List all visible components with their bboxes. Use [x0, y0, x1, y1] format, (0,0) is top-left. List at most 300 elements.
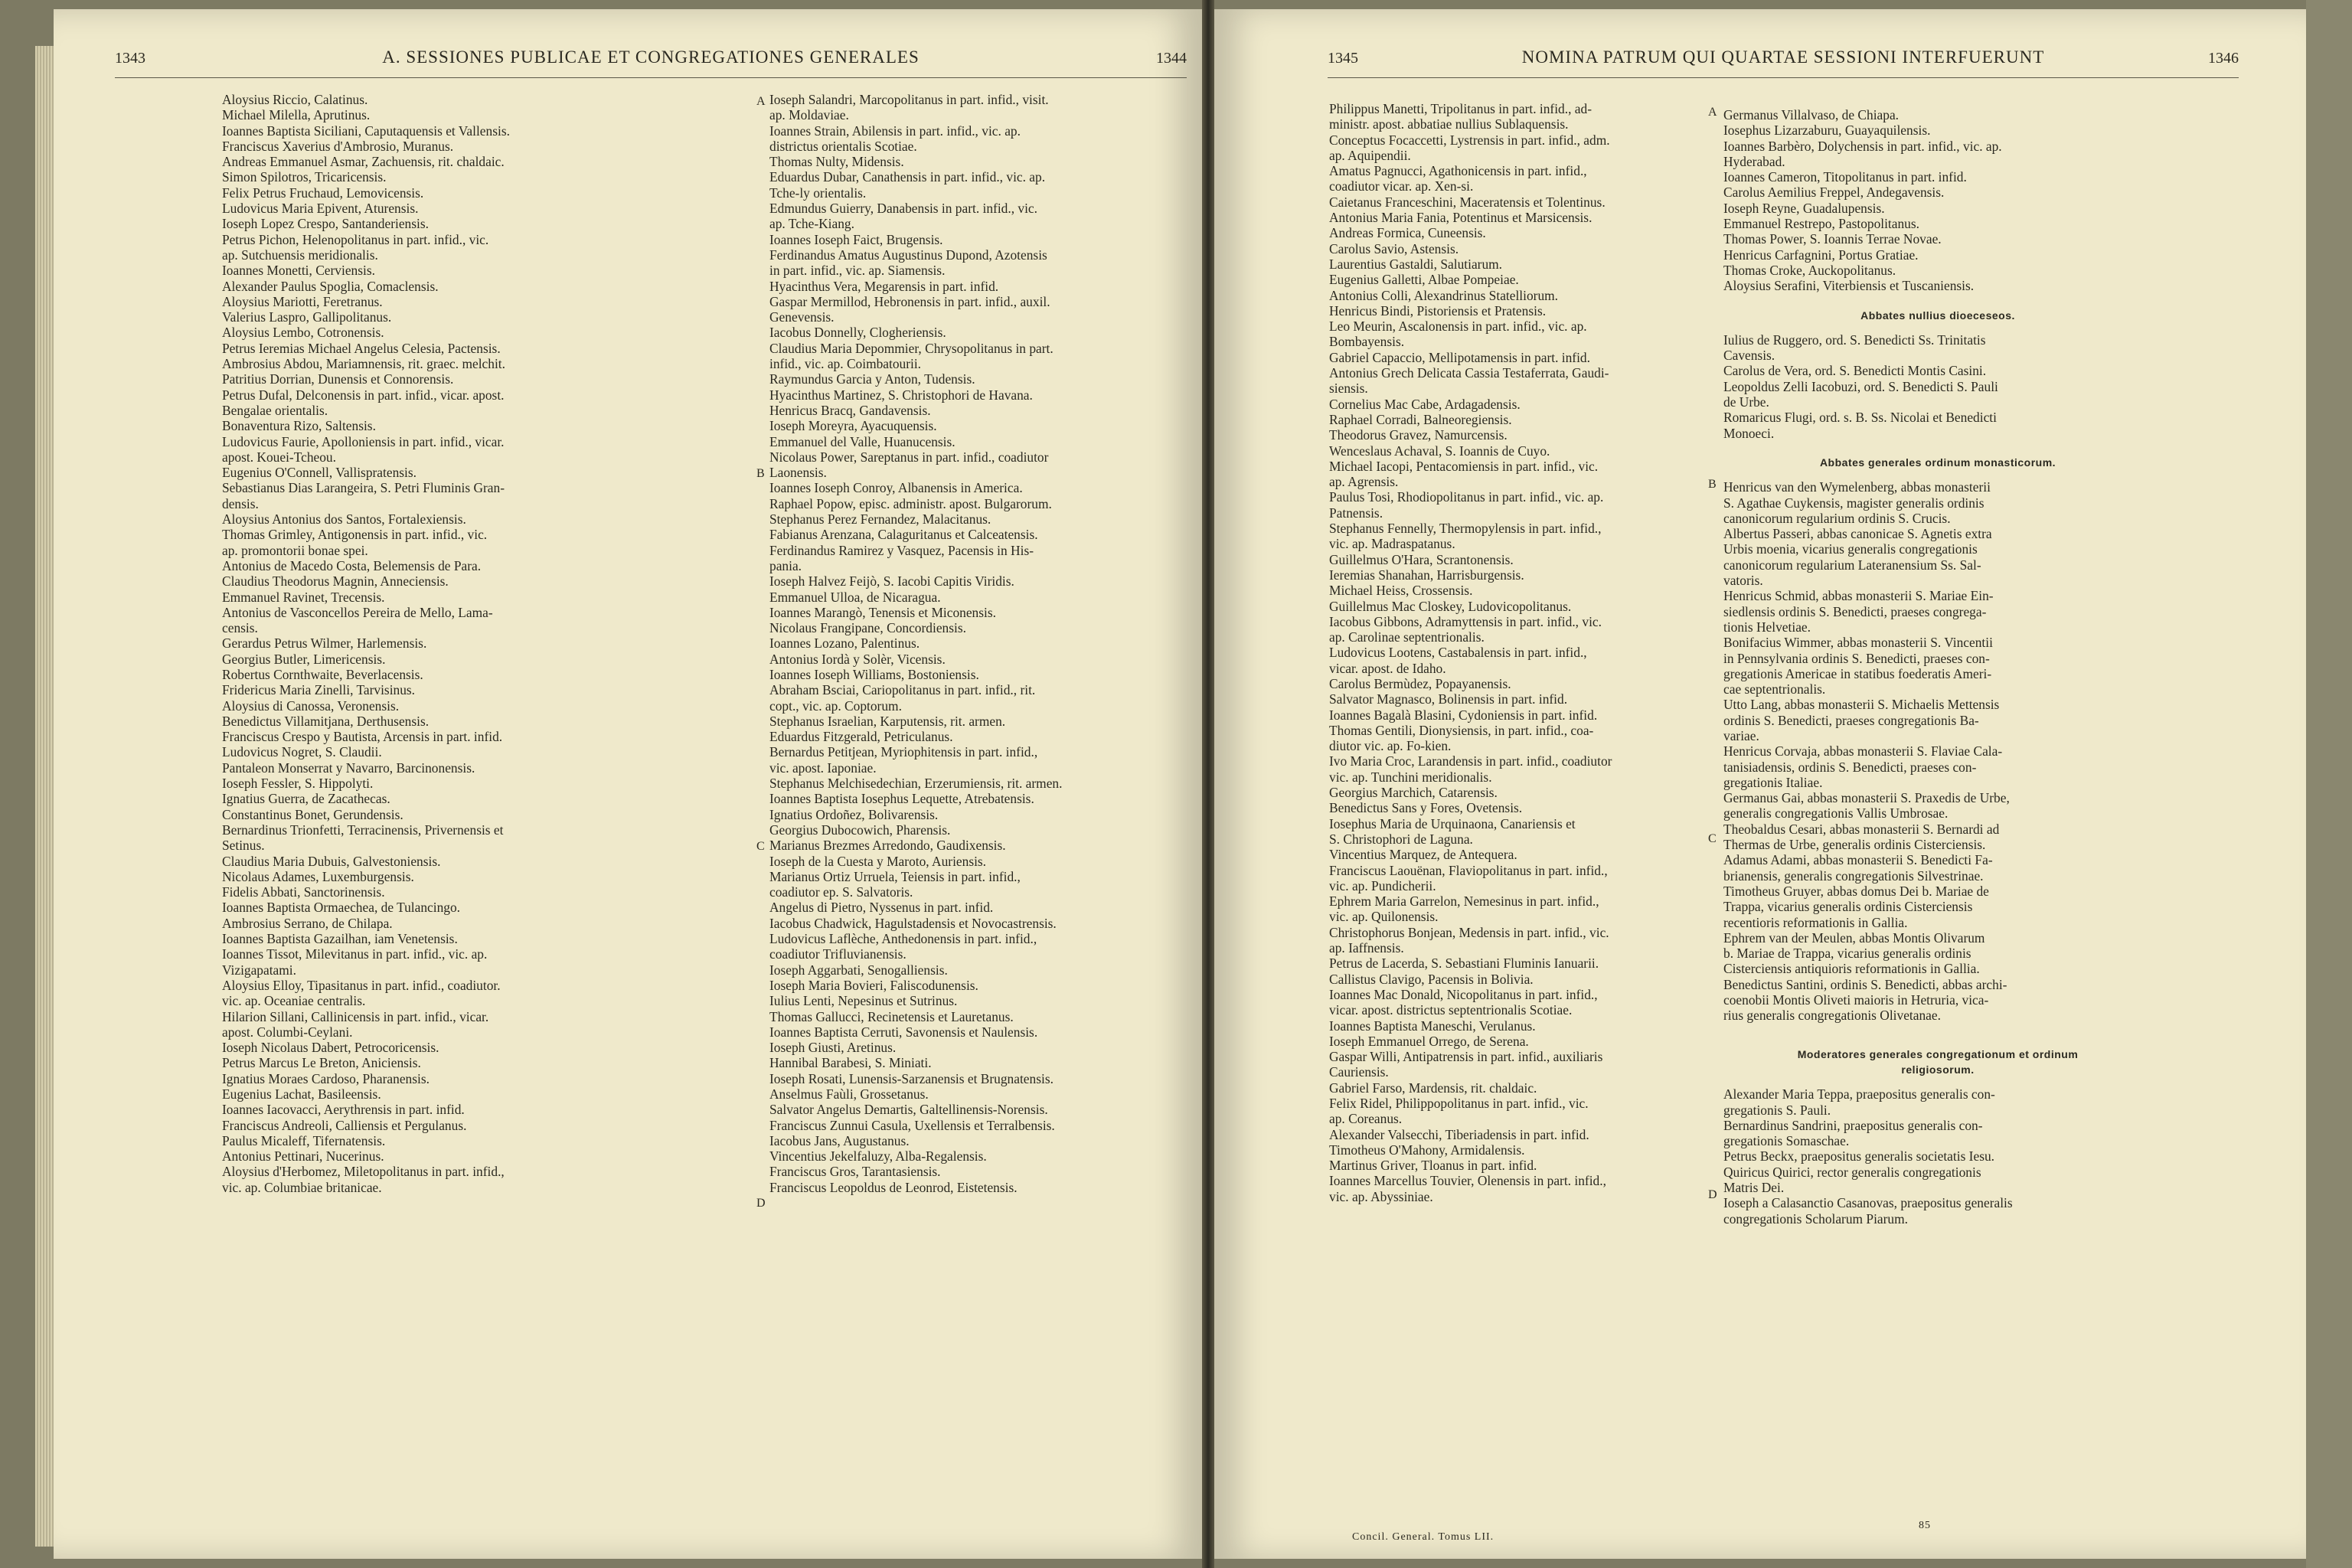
entry-line: Theodorus Gravez, Namurcensis. — [1329, 427, 1508, 443]
entry-line: Utto Lang, abbas monasterii S. Michaelis Mettensis — [1723, 697, 2000, 713]
entry-line: Eduardus Fitzgerald, Petriculanus. — [769, 729, 953, 745]
entry-line: Patnensis. — [1329, 505, 1383, 521]
entry-line: siensis. — [1329, 381, 1368, 397]
entry-line: Petrus de Lacerda, S. Sebastiani Fluminis Ianuarii. — [1329, 956, 1599, 972]
entry-line: vic. ap. Pundicherii. — [1329, 877, 1436, 893]
entry-line: diutor vic. ap. Fo-kien. — [1329, 738, 1452, 754]
entry-line: ap. Aquipendii. — [1329, 147, 1411, 163]
entry-line: Ioannes Tissot, Milevitanus in part. infid., vic. ap. — [222, 946, 488, 962]
entry-line: Iacobus Gibbons, Adramyttensis in part. infid., vic. — [1329, 613, 1602, 629]
entry-line: Bonaventura Rizo, Saltensis. — [222, 418, 376, 434]
entry-line: Thomas Gallucci, Recinetensis et Lauretanus. — [769, 1008, 1014, 1024]
page-number-1343: 1343 — [115, 50, 145, 67]
entry-line: Raphael Popow, episc. administr. apost. Bulgarorum. — [769, 495, 1052, 511]
entry-line: Ioannes Marangò, Tenensis et Miconensis. — [769, 604, 996, 620]
entry-line: Aloysius Riccio, Calatinus. — [222, 92, 368, 107]
entry-line: Robertus Cornthwaite, Beverlacensis. — [222, 666, 423, 682]
entry-line: Claudius Maria Dubuis, Galvestoniensis. — [222, 853, 441, 869]
right-margin-background — [2306, 0, 2352, 1568]
entry-line: ap. Coreanus. — [1329, 1111, 1403, 1127]
entry-line: Valerius Laspro, Gallipolitanus. — [222, 309, 392, 325]
entry-line: Simon Spilotros, Tricaricensis. — [222, 169, 387, 185]
entry-line: Ignatius Moraes Cardoso, Pharanensis. — [222, 1070, 430, 1086]
entry-line: Bernardinus Sandrini, praepositus generalis con- — [1723, 1117, 1983, 1133]
entry-line: Ioannes Marcellus Touvier, Olenensis in part. infid., — [1329, 1173, 1606, 1189]
entry-line: canonicorum regularium ordinis S. Crucis. — [1723, 510, 1951, 526]
entry-line: Abraham Bsciai, Cariopolitanus in part. infid., rit. — [769, 682, 1036, 698]
entry-line: Adamus Adami, abbas monasterii S. Benedicti Fa- — [1723, 852, 1993, 868]
entry-line: Gabriel Farso, Mardensis, rit. chaldaic. — [1329, 1080, 1537, 1096]
entry-line: Ioseph Salandri, Marcopolitanus in part. infid., visit. — [769, 92, 1049, 107]
entry-line: gregationis Somaschae. — [1723, 1133, 1850, 1149]
page-number-1344: 1344 — [1156, 50, 1187, 67]
entry-line: Ioannes Mac Donald, Nicopolitanus in part. infid., — [1329, 986, 1598, 1002]
entry-line: Martinus Griver, Tloanus in part. infid. — [1329, 1158, 1537, 1174]
entry-line: gregationis S. Pauli. — [1723, 1102, 1831, 1118]
entry-line: Raymundus Garcia y Anton, Tudensis. — [769, 371, 975, 387]
left-column-a — [222, 92, 582, 1195]
entry-line: Ioannes Cameron, Titopolitanus in part. infid. — [1723, 169, 1967, 185]
entry-line: densis. — [222, 495, 259, 511]
entry-line: Ioseph Rosati, Lunensis-Sarzanensis et Brugnatensis. — [769, 1070, 1054, 1086]
entry-line: Alexander Maria Teppa, praepositus generalis con- — [1723, 1086, 1995, 1102]
margin-letter-d-left: D — [756, 1197, 766, 1210]
entry-line: Ioannes Strain, Abilensis in part. infid., vic. ap. — [769, 122, 1021, 139]
entry-line: Theobaldus Cesari, abbas monasterii S. Bernardi ad — [1723, 821, 2000, 837]
entry-line: congregationis Scholarum Piarum. — [1723, 1210, 1909, 1227]
entry-line: Ignatius Ordoñez, Bolivarensis. — [769, 806, 939, 822]
entry-line: Iosephus Maria de Urquinaona, Canariensis et — [1329, 815, 1576, 831]
subhead-abbates-generales: Abbates generales ordinum monasticorum. — [1819, 456, 2056, 469]
entry-line: apost. Kouei-Tcheou. — [222, 449, 336, 465]
entry-line: vatoris. — [1723, 573, 1763, 589]
entry-line: vic. ap. Oceaniae centralis. — [222, 993, 366, 1009]
entry-line: Edmundus Guierry, Danabensis in part. infid., vic. — [769, 201, 1037, 217]
entry-line: Ioseph Maria Bovieri, Faliscodunensis. — [769, 977, 978, 993]
entry-line: Aloysius Lembo, Cotronensis. — [222, 325, 384, 341]
entry-line: Cavensis. — [1723, 348, 1775, 364]
entry-line: coenobii Montis Oliveti maioris in Hetruria, vica- — [1723, 992, 1989, 1008]
entry-line: Ferdinandus Ramirez y Vasquez, Pacensis in His- — [769, 542, 1034, 558]
entry-line: canonicorum regularium Lateranensium Ss. Sal- — [1723, 557, 1981, 573]
entry-line: Raphael Corradi, Balneoregiensis. — [1329, 411, 1512, 427]
entry-line: tanisiadensis, ordinis S. Benedicti, praeses con- — [1723, 759, 1977, 775]
page-edges — [35, 46, 54, 1547]
entry-line: Ferdinandus Amatus Augustinus Dupond, Azotensis — [769, 247, 1047, 263]
entry-line: Henricus Bracq, Gandavensis. — [769, 402, 931, 418]
entry-line: Ludovicus Laflèche, Anthedonensis in part. infid., — [769, 931, 1037, 947]
entry-line: Carolus Bermùdez, Popayanensis. — [1329, 675, 1511, 691]
margin-letter-b-left: B — [756, 467, 765, 480]
entry-line: Ludovicus Nogret, S. Claudii. — [222, 744, 382, 760]
entry-line: Anselmus Faùli, Grossetanus. — [769, 1086, 929, 1102]
entry-line: Iulius Lenti, Nepesinus et Sutrinus. — [769, 993, 958, 1009]
entry-line: Ioannes Baptista Maneschi, Verulanus. — [1329, 1018, 1536, 1034]
entry-line: Emmanuel Ravinet, Trecensis. — [222, 589, 385, 605]
entry-line: Iacobus Chadwick, Hagulstadensis et Novocastrensis. — [769, 915, 1057, 931]
entry-line: Wenceslaus Achaval, S. Ioannis de Cuyo. — [1329, 443, 1550, 459]
entry-line: Henricus Carfagnini, Portus Gratiae. — [1723, 247, 1919, 263]
entry-line: Fidelis Abbati, Sanctorinensis. — [222, 884, 385, 900]
entry-line: Laonensis. — [769, 465, 827, 481]
entry-line: Hyacinthus Vera, Megarensis in part. infid. — [769, 278, 999, 294]
entry-line: Benedictus Sans y Fores, Ovetensis. — [1329, 800, 1523, 816]
entry-line: Iacobus Jans, Augustanus. — [769, 1132, 910, 1148]
entry-line: Thomas Nulty, Midensis. — [769, 154, 904, 170]
entry-line: Marianus Brezmes Arredondo, Gaudixensis. — [769, 838, 1006, 854]
page-number-1345: 1345 — [1328, 50, 1358, 67]
entry-line: Gabriel Capaccio, Mellipotamensis in part. infid. — [1329, 349, 1590, 365]
right-column-a — [1329, 101, 1712, 1204]
entry-line: ap. Tche-Kiang. — [769, 216, 854, 232]
left-page-header — [115, 47, 1187, 78]
entry-line: Franciscus Crespo y Bautista, Arcensis in part. infid. — [222, 729, 503, 745]
entry-line: Franciscus Xaverius d'Ambrosio, Muranus. — [222, 138, 454, 154]
entry-line: Monoeci. — [1723, 425, 1775, 441]
entry-line: Georgius Butler, Limericensis. — [222, 651, 386, 667]
entry-line: Henricus van den Wymelenberg, abbas monasterii — [1723, 479, 1991, 495]
entry-line: Aloysius Serafini, Viterbiensis et Tuscaniensis. — [1723, 278, 1975, 294]
entry-line: Felix Ridel, Philippopolitanus in part. infid., vic. — [1329, 1096, 1589, 1111]
entry-line: Bengalae orientalis. — [222, 402, 328, 418]
left-page — [54, 9, 1202, 1559]
entry-line: ap. Moldaviae. — [769, 107, 849, 123]
entry-line: coadiutor Trifluvianensis. — [769, 946, 906, 962]
entry-line: Ioannes Baptista Iosephus Lequette, Atrebatensis. — [769, 791, 1034, 807]
margin-letter-a-left: A — [756, 95, 766, 108]
entry-line: Ioseph a Calasanctio Casanovas, praepositus generalis — [1723, 1195, 2013, 1211]
entry-line: Petrus Dufal, Delconensis in part. infid., vicar. apost. — [222, 387, 505, 403]
margin-letter-c-right: C — [1708, 832, 1717, 845]
entry-line: Ioseph Emmanuel Orrego, de Serena. — [1329, 1033, 1529, 1049]
entry-line: Antonius Colli, Alexandrinus Statelliorum. — [1329, 287, 1559, 303]
entry-line: Gaspar Willi, Antipatrensis in part. infid., auxiliaris — [1329, 1049, 1603, 1065]
entry-line: Ioannes Monetti, Cerviensis. — [222, 263, 375, 279]
entry-line: Amatus Pagnucci, Agathonicensis in part. infid., — [1329, 163, 1587, 179]
right-column-b-top — [1723, 107, 2152, 294]
entry-line: Conceptus Focaccetti, Lystrensis in part. infid., adm. — [1329, 132, 1610, 148]
entry-line: Alexander Valsecchi, Tiberiadensis in part. infid. — [1329, 1126, 1589, 1142]
entry-line: vicar. apost. districtus septentrionalis Scotiae. — [1329, 1002, 1573, 1018]
entry-line: in part. infid., vic. ap. Siamensis. — [769, 263, 946, 279]
entry-line: Hyacinthus Martinez, S. Christophori de Havana. — [769, 387, 1033, 403]
entry-line: Claudius Maria Depommier, Chrysopolitanus in part. — [769, 340, 1054, 356]
entry-line: Setinus. — [222, 838, 265, 854]
entry-line: vic. ap. Madraspatanus. — [1329, 536, 1455, 552]
entry-line: coadiutor ep. S. Salvatoris. — [769, 884, 913, 900]
entry-line: Ioannes Baptista Ormaechea, de Tulancingo. — [222, 900, 461, 916]
entry-line: gregationis Americae in statibus foederatis Ameri- — [1723, 665, 1992, 681]
entry-line: Stephanus Israelian, Karputensis, rit. armen. — [769, 713, 1006, 729]
entry-line: Albertus Passeri, abbas canonicae S. Agnetis extra — [1723, 526, 1992, 542]
entry-line: Alexander Paulus Spoglia, Comaclensis. — [222, 278, 439, 294]
entry-line: Ioannes Ioseph Williams, Bostoniensis. — [769, 666, 979, 682]
entry-line: Constantinus Bonet, Gerundensis. — [222, 806, 403, 822]
margin-letter-a-right: A — [1708, 106, 1717, 119]
entry-line: tionis Helvetiae. — [1723, 619, 1811, 635]
subhead-moderatores: Moderatores generales congregationum et ordinum religiosorum. — [1797, 1047, 2079, 1076]
entry-line: Ioseph Moreyra, Ayacuquensis. — [769, 418, 937, 434]
entry-line: Marianus Ortiz Urruela, Teiensis in part. infid., — [769, 868, 1021, 884]
entry-line: Michael Milella, Aprutinus. — [222, 107, 371, 123]
entry-line: Ioannes Baptista Cerruti, Savonensis et Naulensis. — [769, 1024, 1038, 1040]
entry-line: Aloysius Mariotti, Feretranus. — [222, 293, 383, 309]
entry-line: Bombayensis. — [1329, 334, 1405, 350]
entry-line: Benedictus Villamitjana, Derthusensis. — [222, 713, 430, 729]
entry-line: Fridericus Maria Zinelli, Tarvisinus. — [222, 682, 416, 698]
entry-line: Ioseph Lopez Crespo, Santanderiensis. — [222, 216, 429, 232]
entry-line: Felix Petrus Fruchaud, Lemovicensis. — [222, 185, 424, 201]
entry-line: Petrus Ieremias Michael Angelus Celesia, Pactensis. — [222, 340, 501, 356]
entry-line: Antonius de Vasconcellos Pereira de Mello, Lama- — [222, 604, 493, 620]
entry-line: ap. Sutchuensis meridionalis. — [222, 247, 378, 263]
right-page — [1214, 9, 2306, 1559]
entry-line: Michael Heiss, Crossensis. — [1329, 583, 1473, 599]
entry-line: Ioseph Aggarbati, Senogalliensis. — [769, 962, 948, 978]
entry-line: Ioannes Barbèro, Dolychensis in part. infid., vic. ap. — [1723, 138, 2002, 154]
entry-line: Emmanuel Restrepo, Pastopolitanus. — [1723, 216, 1919, 232]
right-column-b-mid — [1723, 332, 2152, 441]
entry-line: cae septentrionalis. — [1723, 681, 1826, 697]
entry-line: Antonius Pettinari, Nucerinus. — [222, 1148, 384, 1165]
entry-line: Thermas de Urbe, generalis ordinis Cisterciensis. — [1723, 837, 1986, 853]
entry-line: Carolus Savio, Astensis. — [1329, 240, 1459, 256]
entry-line: Franciscus Gros, Tarantasiensis. — [769, 1164, 941, 1180]
entry-line: Laurentius Gastaldi, Salutiarum. — [1329, 256, 1503, 272]
entry-line: Iosephus Lizarzaburu, Guayaquilensis. — [1723, 122, 1931, 139]
entry-line: Ludovicus Maria Epivent, Aturensis. — [222, 201, 419, 217]
margin-letter-d-right: D — [1708, 1188, 1717, 1201]
entry-line: Benedictus Santini, ordinis S. Benedicti, abbas archi- — [1723, 976, 2007, 992]
entry-line: Eugenius O'Connell, Vallispratensis. — [222, 465, 416, 481]
entry-line: Ivo Maria Croc, Larandensis in part. infid., coadiutor — [1329, 753, 1612, 769]
entry-line: Franciscus Leopoldus de Leonrod, Eistetensis. — [769, 1179, 1018, 1195]
entry-line: Ioannes Lozano, Palentinus. — [769, 635, 920, 652]
entry-line: Ephrem Maria Garrelon, Nemesinus in part. infid., — [1329, 893, 1599, 910]
entry-line: Petrus Beckx, praepositus generalis societatis Iesu. — [1723, 1148, 1995, 1165]
entry-line: in Pennsylvania ordinis S. Benedicti, praeses con- — [1723, 650, 1990, 666]
book-fold — [1202, 0, 1214, 1568]
entry-line: Genevensis. — [769, 309, 835, 325]
subhead-abbates-nullius: Abbates nullius dioeceseos. — [1860, 309, 2015, 322]
entry-line: Gerardus Petrus Wilmer, Harlemensis. — [222, 635, 427, 652]
entry-line: districtus orientalis Scotiae. — [769, 138, 917, 154]
entry-line: Georgius Dubocowich, Pharensis. — [769, 822, 951, 838]
page-number-1346: 1346 — [2208, 50, 2239, 67]
entry-line: Antonius Maria Fania, Potentinus et Marsicensis. — [1329, 210, 1592, 226]
entry-line: de Urbe. — [1723, 394, 1769, 410]
entry-line: recentioris reformationis in Gallia. — [1723, 914, 1908, 930]
entry-line: Quiricus Quirici, rector generalis congregationis — [1723, 1164, 1981, 1180]
entry-line: Antonius Grech Delicata Cassia Testaferrata, Gaudi- — [1329, 365, 1609, 381]
entry-line: Cisterciensis antiquioris reformationis in Gallia. — [1723, 961, 1980, 977]
entry-line: Stephanus Perez Fernandez, Malacitanus. — [769, 511, 991, 528]
entry-line: Hannibal Barabesi, S. Miniati. — [769, 1055, 932, 1071]
entry-line: apost. Columbi-Ceylani. — [222, 1024, 353, 1040]
entry-line: generalis congregationis Vallis Umbrosae. — [1723, 805, 1949, 822]
entry-line: pania. — [769, 557, 802, 573]
entry-line: Antonius Iordà y Solèr, Vicensis. — [769, 651, 946, 667]
entry-line: Emmanuel del Valle, Huanucensis. — [769, 433, 956, 449]
entry-line: Germanus Gai, abbas monasterii S. Praxedis de Urbe, — [1723, 790, 2010, 806]
entry-line: Ephrem van der Meulen, abbas Montis Olivarum — [1723, 929, 1985, 946]
entry-line: Nicolaus Adames, Luxemburgensis. — [222, 868, 414, 884]
entry-line: Ioannes Iacovacci, Aerythrensis in part. infid. — [222, 1102, 465, 1118]
entry-line: Patritius Dorrian, Dunensis et Connorensis. — [222, 371, 454, 387]
entry-line: b. Mariae de Trappa, vicarius generalis ordinis — [1723, 946, 1971, 962]
entry-line: Trappa, vicarius generalis ordinis Cisterciensis — [1723, 899, 1973, 915]
running-title-left: A. SESSIONES PUBLICAE ET CONGREGATIONES GENERALES — [382, 47, 920, 67]
entry-line: Nicolaus Frangipane, Concordiensis. — [769, 620, 966, 636]
entry-line: Stephanus Fennelly, Thermopylensis in part. infid., — [1329, 521, 1602, 537]
entry-line: brianensis, generalis congregationis Silvestrinae. — [1723, 867, 1984, 884]
entry-line: infid., vic. ap. Coimbatourii. — [769, 356, 922, 372]
entry-line: Emmanuel Ulloa, de Nicaragua. — [769, 589, 941, 605]
entry-line: Petrus Marcus Le Breton, Aniciensis. — [222, 1055, 421, 1071]
entry-line: Henricus Schmid, abbas monasterii S. Mariae Ein- — [1723, 588, 1994, 604]
entry-line: Vizigapatami. — [222, 962, 296, 978]
entry-line: Cornelius Mac Cabe, Ardagadensis. — [1329, 396, 1521, 412]
entry-line: Thomas Power, S. Ioannis Terrae Novae. — [1723, 231, 1942, 247]
entry-line: S. Agathae Cuykensis, magister generalis ordinis — [1723, 495, 1984, 511]
entry-line: Leo Meurin, Ascalonensis in part. infid., vic. ap. — [1329, 318, 1587, 335]
entry-line: Urbis moenia, vicarius generalis congregationis — [1723, 541, 1978, 557]
entry-line: Gaspar Mermillod, Hebronensis in part. infid., auxil. — [769, 293, 1050, 309]
entry-line: Fabianus Arenzana, Calaguritanus et Calceatensis. — [769, 527, 1038, 543]
right-column-b — [1723, 107, 2152, 1227]
entry-line: Guillelmus O'Hara, Scrantonensis. — [1329, 551, 1514, 567]
entry-line: Ioseph de la Cuesta y Maroto, Auriensis. — [769, 853, 987, 869]
entry-line: variae. — [1723, 727, 1759, 743]
entry-line: vic. ap. Tunchini meridionalis. — [1329, 769, 1492, 785]
entry-line: Andreas Emmanuel Asmar, Zachuensis, rit. chaldaic. — [222, 154, 505, 170]
entry-line: Timotheus Gruyer, abbas domus Dei b. Mariae de — [1723, 883, 1989, 899]
entry-line: Timotheus O'Mahony, Armidalensis. — [1329, 1142, 1525, 1158]
entry-line: Ioannes Baptista Gazailhan, iam Venetensis. — [222, 931, 458, 947]
entry-line: vic. ap. Columbiae britanicae. — [222, 1179, 382, 1195]
entry-line: vicar. apost. de Idaho. — [1329, 660, 1446, 676]
entry-line: Aloysius di Canossa, Veronensis. — [222, 697, 400, 714]
entry-line: ap. promontorii bonae spei. — [222, 542, 368, 558]
entry-line: Guillelmus Mac Closkey, Ludovicopolitanus. — [1329, 598, 1572, 614]
entry-line: Thomas Gentili, Dionysiensis, in part. infid., coa- — [1329, 722, 1594, 738]
entry-line: Germanus Villalvaso, de Chiapa. — [1723, 107, 1900, 122]
entry-line: Vincentius Jekelfaluzy, Alba-Regalensis. — [769, 1148, 987, 1165]
entry-line: Ioseph Nicolaus Dabert, Petrocoricensis. — [222, 1040, 439, 1056]
entry-line: Bonifacius Wimmer, abbas monasterii S. Vincentii — [1723, 635, 1993, 651]
entry-line: Eugenius Lachat, Basileensis. — [222, 1086, 381, 1102]
footer-signature: Concil. General. Tomus LII. — [1352, 1531, 1494, 1543]
entry-line: Henricus Bindi, Pistoriensis et Pratensis. — [1329, 302, 1547, 318]
entry-line: Romaricus Flugi, ord. s. B. Ss. Nicolai et Benedicti — [1723, 410, 1997, 426]
entry-line: Angelus di Pietro, Nyssenus in part. infid. — [769, 900, 994, 916]
entry-line: Iulius de Ruggero, ord. S. Benedicti Ss. Trinitatis — [1723, 332, 1986, 348]
entry-line: Ambrosius Serrano, de Chilapa. — [222, 915, 393, 931]
entry-line: ap. Agrensis. — [1329, 474, 1399, 490]
entry-line: Michael Iacopi, Pentacomiensis in part. infid., vic. — [1329, 458, 1599, 474]
entry-line: Eugenius Galletti, Albae Pompeiae. — [1329, 272, 1519, 288]
entry-line: Hyderabad. — [1723, 153, 1785, 169]
entry-line: Salvator Magnasco, Bolinensis in part. infid. — [1329, 691, 1568, 707]
entry-line: ap. Iaffnensis. — [1329, 940, 1404, 956]
entry-line: vic. ap. Quilonensis. — [1329, 909, 1439, 925]
entry-line: copt., vic. ap. Coptorum. — [769, 697, 902, 714]
entry-line: ordinis S. Benedicti, praeses congregationis Ba- — [1723, 712, 1979, 728]
entry-line: siedlensis ordinis S. Benedicti, praeses congrega- — [1723, 603, 1987, 619]
margin-letter-c-left: C — [756, 840, 765, 853]
entry-line: Bernardus Petitjean, Myriophitensis in part. infid., — [769, 744, 1038, 760]
entry-line: Cauriensis. — [1329, 1064, 1389, 1080]
entry-line: Paulus Micaleff, Tifernatensis. — [222, 1132, 386, 1148]
entry-line: ministr. apost. abbatiae nullius Sublaquensis. — [1329, 116, 1569, 132]
entry-line: Tche-ly orientalis. — [769, 185, 867, 201]
entry-line: Iacobus Donnelly, Clogheriensis. — [769, 325, 946, 341]
entry-line: ap. Carolinae septentrionalis. — [1329, 629, 1485, 645]
entry-line: Stephanus Melchisedechian, Erzerumiensis, rit. armen. — [769, 776, 1063, 792]
running-title-right: NOMINA PATRUM QUI QUARTAE SESSIONI INTERFUERUNT — [1521, 47, 2045, 67]
entry-line: Georgius Marchich, Catarensis. — [1329, 785, 1498, 801]
entry-line: Ioseph Halvez Feijò, S. Iacobi Capitis Viridis. — [769, 573, 1014, 590]
entry-line: Ioannes Baptista Siciliani, Caputaquensis et Vallensis. — [222, 122, 510, 139]
entry-line: Claudius Theodorus Magnin, Anneciensis. — [222, 573, 449, 590]
entry-line: Pantaleon Monserrat y Navarro, Barcinonensis. — [222, 760, 475, 776]
entry-line: Caietanus Franceschini, Maceratensis et Tolentinus. — [1329, 194, 1606, 210]
entry-line: Carolus Aemilius Freppel, Andegavensis. — [1723, 185, 1945, 201]
right-column-b-low — [1723, 479, 2152, 1023]
footer-number: 85 — [1919, 1520, 1931, 1531]
entry-line: Henricus Corvaja, abbas monasterii S. Flaviae Cala- — [1723, 743, 2003, 760]
entry-line: Matris Dei. — [1723, 1180, 1785, 1195]
entry-line: Ioseph Reyne, Guadalupensis. — [1723, 200, 1885, 216]
entry-line: Antonius de Macedo Costa, Belemensis de Para. — [222, 557, 482, 573]
entry-line: Ignatius Guerra, de Zacathecas. — [222, 791, 390, 807]
entry-line: Christophorus Bonjean, Medensis in part. infid., vic. — [1329, 924, 1609, 940]
entry-line: Franciscus Andreoli, Calliensis et Pergulanus. — [222, 1117, 467, 1133]
entry-line: Thomas Grimley, Antigonensis in part. infid., vic. — [222, 527, 488, 543]
entry-line: Ieremias Shanahan, Harrisburgensis. — [1329, 567, 1524, 583]
entry-line: Carolus de Vera, ord. S. Benedicti Montis Casini. — [1723, 363, 1987, 379]
entry-line: Leopoldus Zelli Iacobuzi, ord. S. Benedicti S. Pauli — [1723, 378, 1998, 394]
entry-line: Vincentius Marquez, de Antequera. — [1329, 847, 1517, 863]
entry-line: Andreas Formica, Cuneensis. — [1329, 225, 1486, 241]
entry-line: Ioseph Giusti, Aretinus. — [769, 1040, 897, 1056]
entry-line: Franciscus Laouënan, Flaviopolitanus in part. infid., — [1329, 862, 1608, 878]
entry-line: gregationis Italiae. — [1723, 774, 1823, 790]
left-column-b — [769, 92, 1168, 1195]
entry-line: censis. — [222, 620, 258, 636]
right-column-b-end — [1723, 1086, 2152, 1227]
entry-line: vic. ap. Abyssiniae. — [1329, 1188, 1433, 1204]
entry-line: S. Christophori de Laguna. — [1329, 831, 1473, 847]
entry-line: rius generalis congregationis Olivetanae. — [1723, 1008, 1941, 1024]
entry-line: Ludovicus Lootens, Castabalensis in part. infid., — [1329, 645, 1587, 661]
entry-line: Aloysius Elloy, Tipasitanus in part. infid., coadiutor. — [222, 977, 501, 993]
entry-line: Philippus Manetti, Tripolitanus in part. infid., ad- — [1329, 101, 1592, 116]
entry-line: Ambrosius Abdou, Mariamnensis, rit. graec. melchit. — [222, 356, 505, 372]
entry-line: coadiutor vicar. ap. Xen-si. — [1329, 178, 1474, 194]
entry-line: Sebastianus Dias Larangeira, S. Petri Fluminis Gran- — [222, 480, 505, 496]
entry-line: Ioannes Bagalà Blasini, Cydoniensis in part. infid. — [1329, 707, 1598, 723]
entry-line: vic. apost. Iaponiae. — [769, 760, 877, 776]
entry-line: Paulus Tosi, Rhodiopolitanus in part. infid., vic. ap. — [1329, 489, 1604, 505]
margin-letter-b-right: B — [1708, 478, 1717, 491]
entry-line: Ioseph Fessler, S. Hippolyti. — [222, 776, 374, 792]
entry-line: Nicolaus Power, Sareptanus in part. infid., coadiutor — [769, 449, 1049, 465]
entry-line: Aloysius d'Herbomez, Miletopolitanus in part. infid., — [222, 1164, 505, 1180]
entry-line: Bernardinus Trionfetti, Terracinensis, Privernensis et — [222, 822, 504, 838]
entry-line: Franciscus Zunnui Casula, Uxellensis et Terralbensis. — [769, 1117, 1055, 1133]
entry-line: Ioannes Ioseph Conroy, Albanensis in America. — [769, 480, 1023, 496]
